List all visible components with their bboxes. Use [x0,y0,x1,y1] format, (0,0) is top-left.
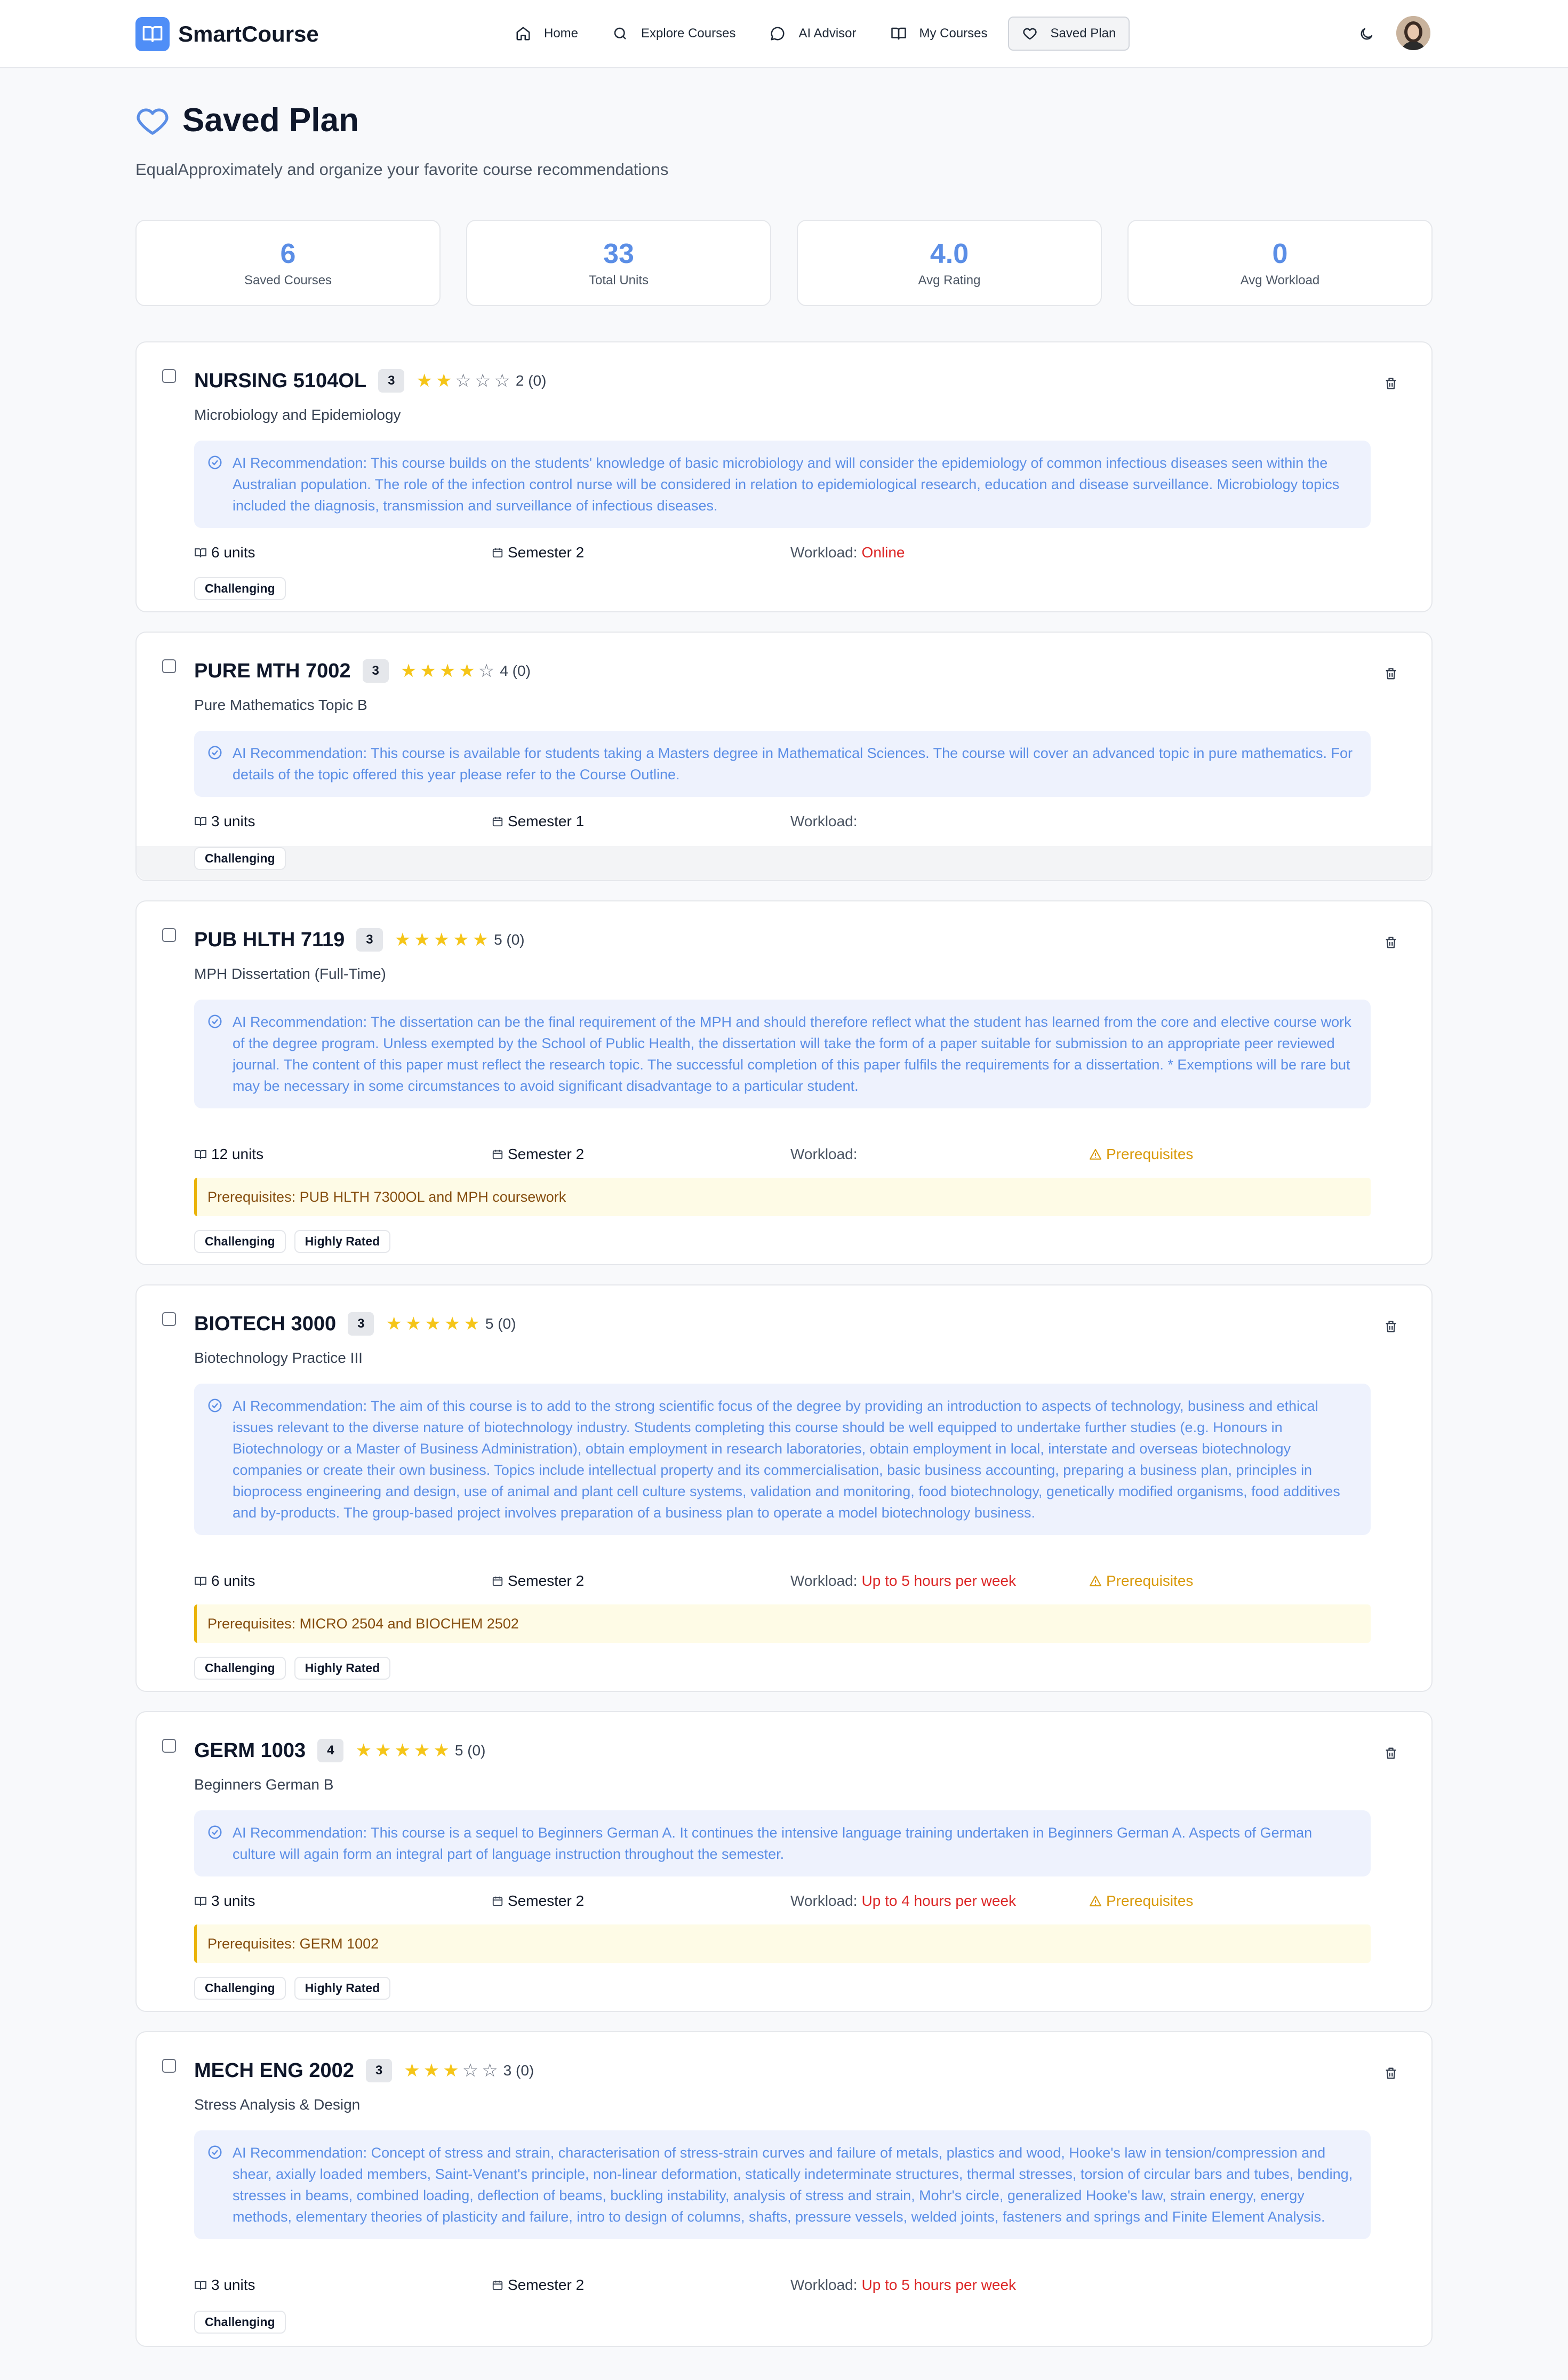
delete-button[interactable] [1383,376,1398,394]
semester [492,1892,584,1910]
star-empty-icon: ☆ [478,661,495,681]
book-icon [194,1148,207,1161]
chat-bubble-icon [770,26,786,42]
delete-button[interactable] [1383,2065,1398,2084]
course-code: NURSING 5104OL [194,369,367,392]
prerequisites-flag [1089,1146,1193,1163]
units-value: 6 units [211,544,255,561]
calendar-icon [492,1148,503,1160]
stat-avg-rating [797,220,1102,306]
heart-icon [135,105,170,137]
prerequisites-flag-label: Prerequisites [1106,1892,1194,1909]
tag-list [194,1977,390,2000]
book-icon [194,2279,207,2291]
level-badge: 3 [363,659,389,683]
book-icon [194,815,207,828]
units [194,544,255,561]
workload-label: Workload: [790,1572,858,1589]
book-open-icon [891,26,907,42]
star-filled-icon: ★ [394,1740,411,1761]
prerequisites-flag [1089,1572,1193,1590]
star-empty-icon: ☆ [462,2060,479,2081]
course-header [194,659,531,683]
theme-toggle-button[interactable] [1355,22,1378,46]
tag: Challenging [194,2311,286,2334]
star-filled-icon: ★ [400,661,417,681]
recommendation-text: AI Recommendation: The aim of this course is to add to the strong scientific focus of the degree by providing an introduction to aspects of technology, business and ethical issues relevant to the diverse nature of biotechnology industry. Students completing this course should be well equipped to undertake further studies (e.g. Honours in Biotechnology or a Master of Business Administration), obtain employment in research laboratories, obtain employment in local, interstate and overseas biotechnology companies or create their own business. Topics include intellectual property and its commercialisation, basic business accounting, preparing a business plan, principles in bioprocess engineering and design, use of animal and plant cell culture systems, validation and monitoring, food biotechnology, genetically modified organisms, food additives and by-products. The group-based project involves preparation of a business plan to operate a model biotechnology business. [233,1398,1340,1521]
recommendation-text: AI Recommendation: This course is a sequel to Beginners German A. It continues the intensive language training undertaken in Beginners German A. Aspects of German culture will again form an integral part of language instruction throughout the semester. [233,1825,1313,1862]
workload-value: Up to 5 hours per week [861,2277,1017,2293]
course-header [194,928,525,952]
prerequisites-value: GERM 1002 [299,1935,379,1952]
star-filled-icon: ★ [439,661,456,681]
book-icon [194,546,207,559]
workload-value: Up to 5 hours per week [861,1572,1017,1589]
star-filled-icon: ★ [413,1740,430,1761]
recommendation-text: AI Recommendation: This course builds on the students' knowledge of basic microbiology and will consider the epidemiology of common infectious diseases seen within the Australian population. The role of the infection control nurse will be considered in relation to epidemiological research, education and disease surveillance. Microbiology topics included the diagnosis, transmission and surveillance of infectious diseases. [233,455,1340,514]
nav-my-courses[interactable] [877,17,1002,51]
star-rating [404,2062,534,2080]
course-title: Stress Analysis & Design [194,2096,361,2113]
course-meta [194,1146,1378,1167]
avatar[interactable] [1396,16,1430,50]
prerequisites-prefix: Prerequisites: [207,1615,296,1632]
prerequisites-prefix: Prerequisites: [207,1188,296,1205]
star-filled-icon: ★ [405,1314,422,1334]
star-filled-icon: ★ [416,371,433,391]
prerequisites-value: MICRO 2504 and BIOCHEM 2502 [299,1615,519,1632]
ai-recommendation [194,441,1371,528]
star-filled-icon: ★ [404,2060,420,2081]
star-empty-icon: ☆ [455,371,471,391]
workload [790,1572,1016,1590]
moon-icon [1358,26,1374,42]
nav-explore-courses[interactable] [598,17,749,51]
nav-my-courses-label: My Courses [919,26,988,41]
heart-icon [1022,26,1038,42]
semester [492,813,584,830]
stat-value: 0 [1272,238,1288,269]
course-code: PURE MTH 7002 [194,659,351,682]
page-title: Saved Plan [182,102,359,139]
trash-icon [1383,1745,1398,1761]
star-empty-icon: ☆ [474,371,491,391]
warning-icon [1089,1148,1102,1161]
course-card [135,2031,1433,2347]
star-filled-icon: ★ [472,930,489,950]
select-checkbox[interactable] [162,1312,176,1326]
rating-count: 4 (0) [500,662,531,679]
star-filled-icon: ★ [425,1314,441,1334]
select-checkbox[interactable] [162,659,176,673]
warning-icon [1089,1575,1102,1587]
book-icon [194,1575,207,1587]
workload [790,2277,1016,2294]
star-empty-icon: ☆ [494,371,510,391]
semester-value: Semester 2 [508,1146,585,1162]
course-title: Biotechnology Practice III [194,1349,363,1366]
semester [492,1572,584,1590]
app-name: SmartCourse [178,21,319,46]
prerequisites-value: PUB HLTH 7300OL and MPH coursework [299,1188,566,1205]
stat-value: 33 [603,238,634,269]
course-code: MECH ENG 2002 [194,2059,354,2082]
warning-icon [1089,1895,1102,1907]
prerequisites-box [194,1924,1371,1963]
star-empty-icon: ☆ [482,2060,498,2081]
course-code: BIOTECH 3000 [194,1312,337,1335]
calendar-icon [492,816,503,827]
units-value: 12 units [211,1146,264,1162]
prerequisites-prefix: Prerequisites: [207,1935,296,1952]
tag: Challenging [194,847,286,870]
tag-list [194,1230,390,1253]
trash-icon [1383,666,1398,682]
ai-recommendation [194,1000,1371,1108]
book-icon [194,1895,207,1907]
stat-saved-courses [135,220,441,306]
star-filled-icon: ★ [433,930,450,950]
course-card [135,341,1433,612]
calendar-icon [492,547,503,558]
check-circle-icon [207,1824,223,1840]
course-header [194,1739,485,1762]
star-filled-icon: ★ [443,2060,459,2081]
units-value: 3 units [211,813,255,829]
tag-list [194,577,286,600]
star-filled-icon: ★ [433,1740,450,1761]
workload [790,813,858,830]
workload-label: Workload: [790,813,858,829]
page-subtitle: EqualApproximately and organize your favorite course recommendations [135,160,669,179]
search-icon [612,26,628,42]
trash-icon [1383,2065,1398,2081]
tag-list [194,847,286,870]
star-filled-icon: ★ [423,2060,440,2081]
course-card [135,632,1433,881]
level-badge: 4 [317,1739,343,1762]
semester [492,2277,584,2294]
star-rating [395,931,525,949]
prerequisites-flag [1089,1892,1193,1910]
check-circle-icon [207,745,223,761]
course-card [135,1284,1433,1692]
main-nav [501,17,1130,51]
nav-home-label: Home [544,26,579,41]
workload-label: Workload: [790,2277,858,2293]
prerequisites-box [194,1604,1371,1643]
course-code: PUB HLTH 7119 [194,928,345,951]
units [194,1146,263,1163]
workload-value: Up to 4 hours per week [861,1892,1017,1909]
units-value: 3 units [211,2277,255,2293]
course-title: Microbiology and Epidemiology [194,406,401,423]
stat-label: Avg Workload [1240,273,1320,287]
rating-count: 5 (0) [454,1742,486,1759]
star-filled-icon: ★ [420,661,436,681]
star-filled-icon: ★ [435,371,452,391]
course-meta [194,813,1378,834]
prerequisites-flag-label: Prerequisites [1106,1146,1194,1162]
level-badge: 3 [356,928,382,952]
recommendation-text: AI Recommendation: The dissertation can be the final requirement of the MPH and should therefore reflect what the student has learned from the core and elective course work of the degree program. Unless exempted by the School of Public Health, the dissertation will take the form of a paper suitable for submission to an appropriate peer reviewed journal. The content of this paper must reflect the research topic. The successful completion of this paper fulfils the requirements for a dissertation. * Exemptions will be rare but may be necessary in some circumstances to avoid significant disadvantage to a particular student. [233,1014,1351,1094]
ai-recommendation [194,1384,1371,1535]
star-filled-icon: ★ [453,930,469,950]
delete-button[interactable] [1383,666,1398,684]
stats-row [135,220,1433,306]
course-card [135,1711,1433,2012]
book-icon [135,17,170,51]
course-title: MPH Dissertation (Full-Time) [194,965,386,982]
stat-value: 6 [280,238,296,269]
star-rating [355,1742,485,1760]
star-filled-icon: ★ [386,1314,402,1334]
delete-button[interactable] [1383,1745,1398,1764]
stat-label: Total Units [588,273,649,287]
course-header [194,1312,516,1336]
star-filled-icon: ★ [394,930,411,950]
tag: Highly Rated [294,1230,391,1253]
tag: Challenging [194,1657,286,1680]
tag: Challenging [194,1230,286,1253]
recommendation-text: AI Recommendation: This course is available for students taking a Masters degree in Mathematical Sciences. The course will cover an advanced topic in pure mathematics. For details of the topic offered this year please refer to the Course Outline. [233,745,1353,782]
semester [492,544,584,561]
semester-value: Semester 1 [508,813,585,829]
trash-icon [1383,376,1398,392]
tag-list [194,1657,390,1680]
semester-value: Semester 2 [508,544,585,561]
star-filled-icon: ★ [444,1314,461,1334]
workload-value: Online [861,544,905,561]
course-title: Beginners German B [194,1776,334,1793]
ai-recommendation [194,731,1371,797]
check-circle-icon [207,1013,223,1029]
course-meta [194,1892,1378,1914]
ai-recommendation [194,1810,1371,1876]
workload [790,544,905,561]
semester-value: Semester 2 [508,2277,585,2293]
course-header [194,2059,534,2082]
stat-label: Saved Courses [244,273,332,287]
star-filled-icon: ★ [463,1314,480,1334]
calendar-icon [492,2279,503,2291]
course-code: GERM 1003 [194,1739,306,1762]
select-checkbox[interactable] [162,369,176,383]
workload-label: Workload: [790,1146,858,1162]
nav-home[interactable] [501,17,592,51]
tag: Challenging [194,577,286,600]
rating-count: 3 (0) [503,2062,534,2079]
tag-list [194,2311,286,2334]
calendar-icon [492,1895,503,1907]
home-icon [515,26,531,42]
stat-label: Avg Rating [918,273,981,287]
tag: Highly Rated [294,1977,391,2000]
course-card [135,900,1433,1265]
prerequisites-flag-label: Prerequisites [1106,1572,1194,1589]
star-rating [401,662,531,680]
workload-label: Workload: [790,1892,858,1909]
course-title: Pure Mathematics Topic B [194,697,367,713]
rating-count: 5 (0) [494,931,525,948]
rating-count: 5 (0) [485,1315,516,1332]
recommendation-text: AI Recommendation: Concept of stress and strain, characterisation of stress-strain curves and failure of metals, plastics and wood, Hooke's law in tension/compression and shear, axially loaded members, Saint-Venant's principle, non-linear deformation, statically indeterminate structures, thermal stresses, torsion of circular bars and tubes, bending, stresses in beams, combined loading, deflection of beams, buckling instability, analysis of stress and strain, Mohr's circle, generalized Hooke's law, strain energy, energy methods, elementary theories of plasticity and failure, intro to design of columns, shafts, pressure vessels, welded joints, fasteners and springs and Finite Element Analysis. [233,2145,1353,2225]
star-rating [386,1315,516,1333]
workload [790,1146,858,1163]
delete-button[interactable] [1383,935,1398,953]
prerequisites-box [194,1178,1371,1216]
course-meta [194,1572,1378,1594]
top-navigation-bar [0,0,1568,68]
nav-advisor-label: AI Advisor [798,26,857,41]
select-checkbox[interactable] [162,2059,176,2073]
ai-recommendation [194,2130,1371,2239]
stat-value: 4.0 [930,238,969,269]
units [194,1572,255,1590]
stat-avg-workload [1127,220,1433,306]
trash-icon [1383,1319,1398,1335]
workload-label: Workload: [790,544,858,561]
level-badge: 3 [366,2059,392,2082]
star-filled-icon: ★ [414,930,430,950]
level-badge: 3 [348,1312,374,1336]
course-header [194,369,546,393]
page-header [135,101,359,139]
tag: Highly Rated [294,1657,391,1680]
stat-total-units [466,220,771,306]
check-circle-icon [207,454,223,470]
trash-icon [1383,935,1398,951]
nav-ai-advisor[interactable] [756,17,870,51]
semester [492,1146,584,1163]
calendar-icon [492,1575,503,1587]
check-circle-icon [207,1397,223,1413]
units [194,813,255,830]
delete-button[interactable] [1383,1319,1398,1337]
semester-value: Semester 2 [508,1572,585,1589]
workload [790,1892,1016,1910]
check-circle-icon [207,2144,223,2160]
nav-saved-label: Saved Plan [1050,26,1116,41]
star-filled-icon: ★ [355,1740,372,1761]
tag: Challenging [194,1977,286,2000]
nav-explore-label: Explore Courses [641,26,736,41]
units [194,1892,255,1910]
course-meta [194,2277,1378,2298]
rating-count: 2 (0) [515,372,547,389]
semester-value: Semester 2 [508,1892,585,1909]
star-filled-icon: ★ [374,1740,391,1761]
nav-saved-plan[interactable] [1008,17,1130,51]
star-rating [416,372,546,390]
card-footer-band [137,846,1431,880]
app-logo[interactable] [135,17,319,51]
level-badge: 3 [378,369,404,393]
units-value: 3 units [211,1892,255,1909]
units-value: 6 units [211,1572,255,1589]
course-meta [194,544,1378,565]
star-filled-icon: ★ [459,661,475,681]
select-checkbox[interactable] [162,928,176,942]
units [194,2277,255,2294]
select-checkbox[interactable] [162,1739,176,1753]
